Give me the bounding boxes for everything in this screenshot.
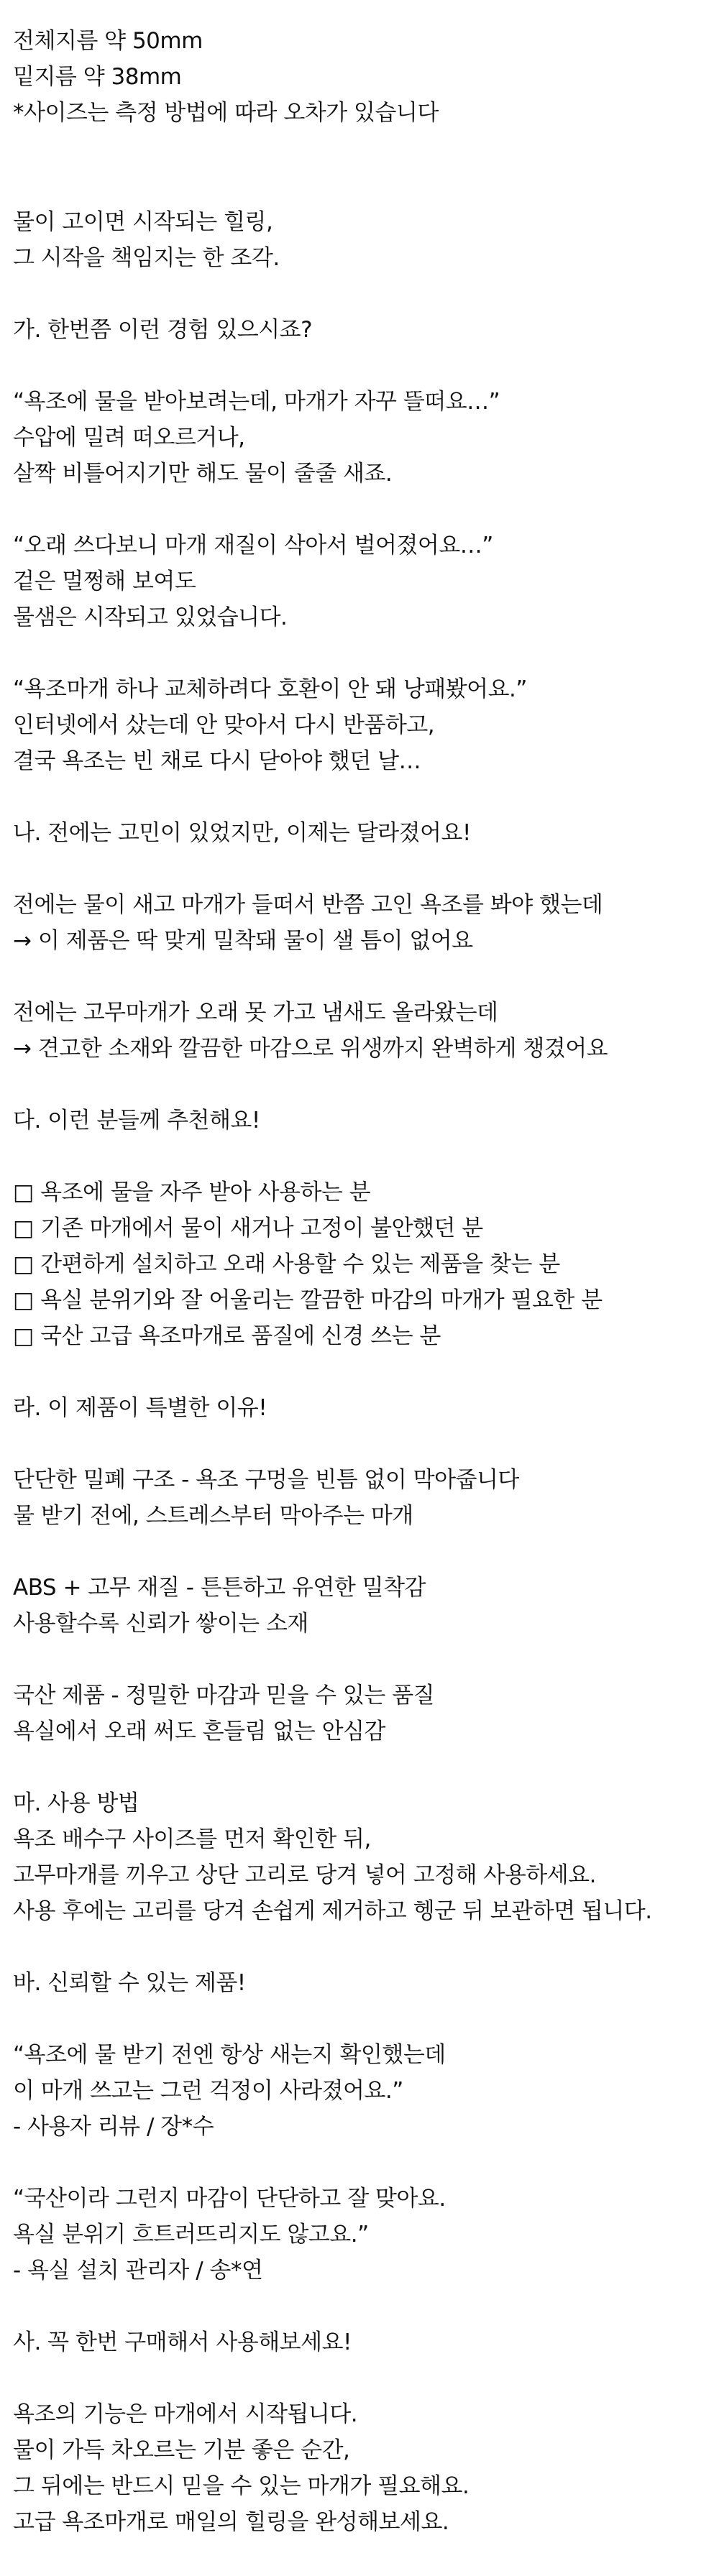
experience-text: 겉은 멀쩡해 보여도 bbox=[13, 569, 196, 594]
feature-title: ABS + 고무 재질 - 튼튼하고 유연한 밀착감 bbox=[13, 1575, 426, 1601]
intro-line: 물이 고이면 시작되는 힐링, bbox=[13, 209, 273, 235]
section-heading-ba: 바. 신뢰할 수 있는 제품! bbox=[13, 1970, 246, 1996]
feature-desc: 욕실에서 오래 써도 흔들림 없는 안심감 bbox=[13, 1719, 385, 1744]
review-quote: “국산이라 그런지 마감이 단단하고 잘 맞아요. bbox=[13, 2186, 446, 2212]
experience-text: 결국 욕조는 빈 채로 다시 닫아야 했던 날… bbox=[13, 748, 421, 774]
section-heading-ma: 마. 사용 방법 bbox=[13, 1790, 139, 1816]
closing-text: 고급 욕조마개로 매일의 힐링을 완성해보세요. bbox=[13, 2509, 449, 2535]
spec-size-note: *사이즈는 측정 방법에 따라 오차가 있습니다 bbox=[13, 100, 439, 126]
section-heading-da: 다. 이런 분들께 추천해요! bbox=[13, 1108, 260, 1133]
review-quote: 욕실 분위기 흐트러뜨리지도 않고요.” bbox=[13, 2222, 369, 2248]
feature-desc: 물 받기 전에, 스트레스부터 막아주는 마개 bbox=[13, 1503, 413, 1529]
review-quote: 이 마개 쓰고는 그런 걱정이 사라졌어요.” bbox=[13, 2078, 403, 2104]
review-quote: “욕조에 물 받기 전엔 항상 새는지 확인했는데 bbox=[13, 2042, 446, 2068]
comparison-before: 전에는 물이 새고 마개가 들떠서 반쯤 고인 욕조를 봐야 했는데 bbox=[13, 892, 603, 918]
experience-text: 물샘은 시작되고 있었습니다. bbox=[13, 604, 288, 630]
experience-quote: “욕조마개 하나 교체하려다 호환이 안 돼 낭패봤어요.” bbox=[13, 676, 527, 702]
closing-text: 물이 가득 차오르는 기분 좋은 순간, bbox=[13, 2437, 350, 2463]
recommend-item: □ 욕조에 물을 자주 받아 사용하는 분 bbox=[13, 1179, 371, 1205]
experience-quote: “오래 쓰다보니 마개 재질이 삭아서 벌어졌어요…” bbox=[13, 533, 493, 558]
comparison-before: 전에는 고무마개가 오래 못 가고 냄새도 올라왔는데 bbox=[13, 1000, 498, 1026]
usage-step: 욕조 배수구 사이즈를 먼저 확인한 뒤, bbox=[13, 1826, 371, 1852]
recommend-item: □ 욕실 분위기와 잘 어울리는 깔끔한 마감의 마개가 필요한 분 bbox=[13, 1287, 603, 1313]
recommend-item: □ 기존 마개에서 물이 새거나 고정이 불안했던 분 bbox=[13, 1215, 483, 1241]
usage-step: 고무마개를 끼우고 상단 고리로 당겨 넣어 고정해 사용하세요. bbox=[13, 1862, 596, 1888]
experience-text: 수압에 밀려 떠오르거나, bbox=[13, 425, 245, 451]
section-heading-sa: 사. 꼭 한번 구매해서 사용해보세요! bbox=[13, 2329, 352, 2355]
review-author: - 사용자 리뷰 / 장*수 bbox=[13, 2114, 214, 2140]
recommend-item: □ 간편하게 설치하고 오래 사용할 수 있는 제품을 찾는 분 bbox=[13, 1251, 560, 1277]
closing-text: 그 뒤에는 반드시 믿을 수 있는 마개가 필요해요. bbox=[13, 2473, 470, 2499]
section-heading-ra: 라. 이 제품이 특별한 이유! bbox=[13, 1395, 267, 1421]
closing-text: 욕조의 기능은 마개에서 시작됩니다. bbox=[13, 2401, 358, 2427]
experience-text: 인터넷에서 샀는데 안 맞아서 다시 반품하고, bbox=[13, 712, 435, 738]
feature-title: 국산 제품 - 정밀한 마감과 믿을 수 있는 품질 bbox=[13, 1683, 435, 1708]
comparison-after: → 이 제품은 딱 맞게 밀착돼 물이 샐 틈이 없어요 bbox=[13, 928, 473, 954]
usage-step: 사용 후에는 고리를 당겨 손쉽게 제거하고 헹군 뒤 보관하면 됩니다. bbox=[13, 1898, 652, 1924]
recommend-item: □ 국산 고급 욕조마개로 품질에 신경 쓰는 분 bbox=[13, 1323, 441, 1349]
comparison-after: → 견고한 소재와 깔끔한 마감으로 위생까지 완벽하게 챙겼어요 bbox=[13, 1036, 608, 1062]
feature-desc: 사용할수록 신뢰가 쌓이는 소재 bbox=[13, 1611, 308, 1637]
feature-title: 단단한 밀폐 구조 - 욕조 구멍을 빈틈 없이 막아줍니다 bbox=[13, 1467, 519, 1493]
experience-text: 살짝 비틀어지기만 해도 물이 줄줄 새죠. bbox=[13, 461, 393, 487]
experience-quote: “욕조에 물을 받아보려는데, 마개가 자꾸 뜰떠요…” bbox=[13, 389, 500, 415]
spec-bottom-diameter: 밑지름 약 38mm bbox=[13, 64, 182, 90]
section-heading-ga: 가. 한번쯤 이런 경험 있으시죠? bbox=[13, 317, 313, 343]
intro-line: 그 시작을 책임지는 한 조각. bbox=[13, 245, 280, 271]
spec-total-diameter: 전체지름 약 50mm bbox=[13, 28, 203, 54]
review-author: - 욕실 설치 관리자 / 송*연 bbox=[13, 2258, 263, 2283]
section-heading-na: 나. 전에는 고민이 있었지만, 이제는 달라졌어요! bbox=[13, 820, 471, 846]
